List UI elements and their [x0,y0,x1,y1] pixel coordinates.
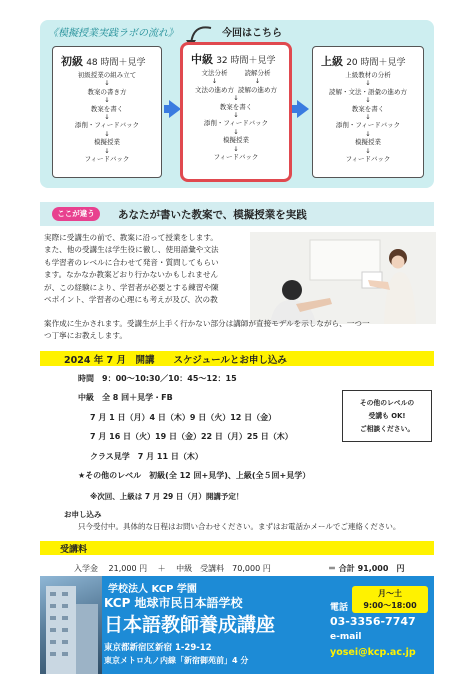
step: 教案の書き方 [87,87,127,96]
step: フィードバック [84,155,130,164]
step: フィードバック [345,155,391,164]
schedule-dates-2: 7 月 16 日（火）19 日（金）22 日（月）25 日（木） [90,432,293,441]
step-arrow: ↓ [233,111,239,120]
paragraph-line: つ丁寧にお教えします。 [44,331,127,341]
step-arrow: ↓ [104,113,110,122]
footer-school: KCP 地球市民日本語学校 [104,596,243,610]
fee-breakdown: 入学金 21,000 円 ＋ 中級 受講料 70,000 円 [74,564,271,573]
step: 添削・フィードバック [74,121,140,130]
step: 模擬授業 [94,138,120,147]
other-box-line: ご相談ください。 [359,425,415,433]
step: 読解・文法・語彙の進め方 [329,87,407,96]
level-name: 上級 [321,55,343,68]
step: 教案を書く [90,104,124,113]
classroom-photo-illustration [250,232,436,324]
footer-course-name: 日本語教師養成講座 [104,614,276,636]
step-arrow: ↓ [104,129,110,138]
step-arrow: ↓ [365,113,371,122]
phone-number[interactable]: 03-3356-7747 [330,615,416,628]
step: 教案を書く [351,104,385,113]
feature-title: あなたが書いた教案で、模擬授業を実践 [118,209,307,221]
classroom-photo [250,232,436,324]
level-card-intermediate [180,42,292,182]
feature-badge: ここが違う [52,207,100,221]
level-steps-split [183,69,289,94]
schedule-other-levels: ★その他のレベル 初級(全 12 回+見学)、上級(全５回+見学） [78,471,311,480]
phone-label: 電話 [330,603,349,613]
step: 初級授業の組み立て [77,71,137,79]
step-arrow: ↓ [211,77,218,86]
step: 模擬授業 [355,138,381,147]
step-arrow: ↓ [365,79,371,88]
step: 文法分析 [201,69,228,77]
hours-badge [352,586,428,613]
current-level-label: 今回はこちら [222,28,282,39]
email-address[interactable]: yosei@kcp.ac.jp [330,647,416,658]
step: 添削・フィードバック [203,119,269,128]
paragraph-line: 案作成に生かされます。受講生が上手く行かない部分は講師が直接モデルを示しながら、一つ一 [44,319,370,328]
hours-days: 月～土 [378,589,402,598]
step: 文法の進め方 [195,85,234,94]
step: 読解分析 [244,69,271,77]
step-arrow: ↓ [233,127,239,136]
flow-title: 《模擬授業実践ラボの流れ》 [48,28,178,39]
schedule-title: 2024 年 7 月 開講 スケジュールとお申し込み [64,355,287,366]
paragraph-line: 実際に受講生の前で、教案に沿って授業をします。 [44,233,218,242]
schedule-course: 中級 全 8 回＋見学・FB [78,393,173,402]
level-steps [53,71,161,163]
apply-heading: お申し込み [64,510,102,519]
level-hours: 48 時間＋見学 [86,58,146,68]
step-arrow: ↓ [365,96,371,105]
level-hours: 20 時間＋見学 [346,58,406,68]
other-box-line: その他のレベルの [359,399,415,407]
paragraph-line: べポイント、学習者の心理にも考えが及び、次の教 [44,295,218,305]
other-box-line: 受講も OK! [368,412,406,420]
step: 模擬授業 [223,136,249,145]
step: フィードバック [213,153,259,162]
schedule-time: 時間 9：00～10:30／10：45～12：15 [78,374,237,383]
level-hours: 32 時間＋見学 [216,56,276,66]
level-name: 初級 [61,55,83,68]
step-arrow: ↓ [104,79,110,88]
schedule-dates-1: 7 月 1 日（月）4 日（木）9 日（火）12 日（金） [90,413,277,422]
feature-paragraph-wide [44,318,436,343]
fee-title: 受講料 [60,545,88,555]
paragraph-line: が、この経験により、学習者が必要とする練習や陳 [44,282,219,292]
footer-org: 学校法人 KCP 学園 [108,584,197,595]
arrow-right-icon [297,100,309,118]
hours-time: 9:00～18:00 [363,601,417,610]
level-card-advanced [312,46,424,178]
step-arrow: ↓ [365,129,371,138]
level-card-beginner [52,46,162,178]
footer-address: 東京都新宿区新宿 1-29-12 [104,643,212,653]
fee-total: ＝ 合計 91,000 円 [328,564,405,573]
paragraph-line: また、他の受講生は学生役に徹し、使用語彙や文法 [44,245,219,255]
step: 読解の進め方 [238,85,277,94]
step-arrow: ↓ [233,94,239,103]
level-steps [313,71,423,163]
fee-header-bar [40,541,434,555]
step: 上級教材の分析 [345,71,391,79]
footer-access: 東京メトロ丸ノ内線「新宿御苑前」4 分 [104,656,249,665]
paragraph-line: も学習者のレベルに合わせて発音・質問してもらい [44,257,219,267]
level-name: 中級 [191,53,213,66]
step-arrow: ↓ [233,144,239,153]
step: 添削・フィードバック [335,121,401,130]
level-steps [183,94,289,161]
apply-text: 只今受付中。具体的な日程はお問い合わせください。まずはお電話かメールでご連絡ください。 [78,522,401,531]
step-arrow: ↓ [254,77,261,86]
step-arrow: ↓ [365,146,371,155]
building-illustration [40,576,102,674]
other-levels-box [342,390,432,442]
step-arrow: ↓ [104,96,110,105]
schedule-observation: クラス見学 7 月 11 日（木） [90,452,203,461]
feature-paragraph [44,232,246,306]
step-arrow: ↓ [104,146,110,155]
paragraph-line: ます。なかなか教案どおり行かないかもしれません [44,270,219,280]
email-label: e-mail [330,632,362,642]
schedule-next-note: ※次回、上級は 7 月 29 日（月）開講予定！ [90,492,244,501]
step: 教案を書く [219,102,253,111]
building-photo [40,576,102,674]
